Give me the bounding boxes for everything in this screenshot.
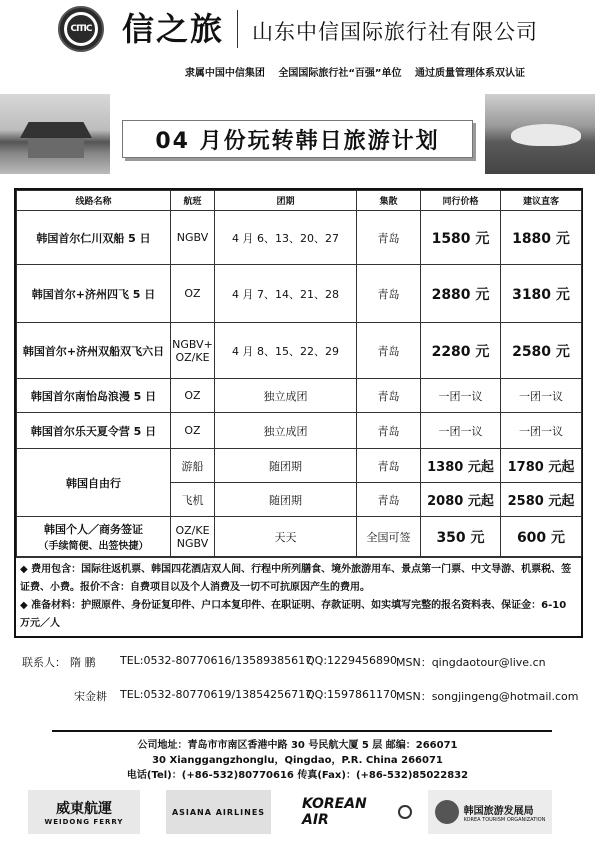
kto-cn: 韩国旅游发展局 [463, 805, 534, 817]
island-photo [485, 94, 595, 174]
origin-city: 青岛 [357, 379, 421, 413]
route-name: 韩国自由行 [17, 449, 171, 517]
origin-city: 青岛 [357, 323, 421, 379]
origin-city: 全国可签 [357, 517, 421, 557]
retail-price: 1880 元 [501, 211, 582, 265]
table-row [17, 517, 582, 557]
price-includes-note: ◆ 费用包含：国际往返机票、韩国四花酒店双人间、行程中所列膳食、境外旅游用车、景点第一门票、中文导游、机票税、签证费、小费。报价不含：自费项目以及个人消费及一切不可抗原因产生的费用。 [20, 564, 572, 593]
retail-price: 1780 元起 [501, 449, 582, 483]
taeguk-icon [398, 805, 412, 819]
route-name: 韩国首尔南怡岛浪漫 5 日 [17, 379, 171, 413]
retail-price: 一团一议 [501, 413, 582, 449]
tour-dates: 随团期 [215, 449, 357, 483]
header-trade-price: 同行价格 [421, 191, 501, 211]
flight-code: NGBV [171, 211, 215, 265]
citic-logo [58, 6, 104, 52]
header-flight: 航班 [171, 191, 215, 211]
retail-price: 2580 元起 [501, 483, 582, 517]
retail-price: 600 元 [501, 517, 582, 557]
contact-qq: QQ:1229456890 [306, 654, 398, 667]
credential-3: 通过质量管理体系双认证 [415, 68, 525, 79]
route-name: 韩国首尔仁川双船 5 日 [17, 211, 171, 265]
credential-1: 隶属中国中信集团 [184, 68, 265, 79]
asiana-text: ASIANA AIRLINES [171, 807, 266, 817]
header-retail-price: 建议直客 [501, 191, 582, 211]
table-row [17, 265, 582, 323]
trade-price: 2080 元起 [421, 483, 501, 517]
trade-price: 一团一议 [421, 379, 501, 413]
partner-logos [0, 790, 595, 840]
kto-logo [428, 790, 552, 834]
route-name: 韩国首尔+济州双船双飞六日 [17, 323, 171, 379]
header-divider [237, 10, 238, 48]
kto-emblem-icon [435, 800, 459, 824]
palace-photo [0, 94, 110, 174]
kto-en: KOREA TOURISM ORGANIZATION [463, 816, 546, 823]
tour-dates: 随团期 [215, 483, 357, 517]
flight-code: NGBV+ OZ/KE [171, 323, 215, 379]
table-row [17, 449, 582, 483]
contact-name: 隋 鹏 [70, 656, 96, 669]
table-header-row [17, 191, 582, 211]
footer-divider [52, 730, 552, 732]
asiana-logo [166, 790, 271, 834]
tour-dates: 独立成团 [215, 379, 357, 413]
company-name: 山东中信国际旅行社有限公司 [252, 20, 538, 44]
trade-price: 2880 元 [421, 265, 501, 323]
table-row [17, 323, 582, 379]
route-name [17, 517, 171, 557]
materials-note: ◆ 准备材料：护照原件、身份证复印件、户口本复印件、在职证明、存款证明、如实填写完整的报名资料表、保证金：6-10 万元／人 [20, 600, 567, 629]
contact-tel: TEL:0532-80770616/13589385617 [120, 654, 313, 667]
flight-code: OZ [171, 379, 215, 413]
weidong-cn: 威東航運 [56, 801, 112, 817]
origin-city: 青岛 [357, 265, 421, 323]
contact-name: 宋金耕 [74, 690, 107, 703]
footer [0, 738, 595, 783]
tour-dates: 4 月 7、14、21、28 [215, 265, 357, 323]
korean-text: KOREAN AIR [302, 796, 367, 828]
header [0, 0, 595, 60]
flight-code: OZ/KE NGBV [171, 517, 215, 557]
visa-title: 韩国个人／商务签证 [44, 523, 143, 536]
logo-text: CITIC [70, 24, 92, 34]
contact-label: 联系人： [22, 656, 66, 669]
travel-mode: 飞机 [171, 483, 215, 517]
trade-price: 2280 元 [421, 323, 501, 379]
trade-price: 350 元 [421, 517, 501, 557]
company-credentials [0, 64, 595, 79]
table-row [17, 211, 582, 265]
page-title: 04 月份玩转韩日旅游计划 [155, 128, 440, 154]
origin-city: 青岛 [357, 211, 421, 265]
contact-msn: MSN：qingdaotour@live.cn [396, 656, 546, 669]
tour-table [14, 188, 583, 638]
address-cn: 公司地址：青岛市市南区香港中路 30 号民航大厦 5 层 邮编：266071 [137, 740, 458, 751]
phone-fax: 电话(Tel)：(+86-532)80770616 传真(Fax)：(+86-532)85022832 [126, 770, 469, 781]
tour-notes [16, 557, 581, 636]
korean-air-logo [302, 790, 412, 834]
origin-city: 青岛 [357, 413, 421, 449]
contact-qq: QQ:1597861170 [306, 688, 398, 701]
weidong-ferry-logo [28, 790, 140, 834]
banner [0, 94, 595, 174]
trade-price: 1380 元起 [421, 449, 501, 483]
route-name: 韩国首尔+济州四飞 5 日 [17, 265, 171, 323]
header-dates: 团期 [215, 191, 357, 211]
contact-tel: TEL:0532-80770619/13854256717 [120, 688, 313, 701]
table-row [17, 379, 582, 413]
route-name: 韩国首尔乐天夏令营 5 日 [17, 413, 171, 449]
weidong-en: WEIDONG FERRY [44, 818, 124, 826]
origin-city: 青岛 [357, 483, 421, 517]
contact-msn: MSN：songjingeng@hotmail.com [396, 690, 579, 703]
table-row [17, 413, 582, 449]
tour-dates: 独立成团 [215, 413, 357, 449]
title-box [122, 120, 473, 158]
retail-price: 3180 元 [501, 265, 582, 323]
header-route: 线路名称 [17, 191, 171, 211]
trade-price: 一团一议 [421, 413, 501, 449]
brand-name: 信之旅 [122, 10, 225, 48]
address-en: 30 Xianggangzhonglu，Qingdao，P.R. China 266071 [152, 755, 443, 766]
origin-city: 青岛 [357, 449, 421, 483]
flight-code: OZ [171, 265, 215, 323]
retail-price: 一团一议 [501, 379, 582, 413]
tour-dates: 4 月 6、13、20、27 [215, 211, 357, 265]
tour-dates: 4 月 8、15、22、29 [215, 323, 357, 379]
header-origin: 集散 [357, 191, 421, 211]
flight-code: OZ [171, 413, 215, 449]
travel-mode: 游船 [171, 449, 215, 483]
visa-subtitle: （手续简便、出签快捷） [38, 541, 149, 552]
trade-price: 1580 元 [421, 211, 501, 265]
retail-price: 2580 元 [501, 323, 582, 379]
tour-dates: 天天 [215, 517, 357, 557]
credential-2: 全国国际旅行社“百强”单位 [278, 68, 402, 79]
